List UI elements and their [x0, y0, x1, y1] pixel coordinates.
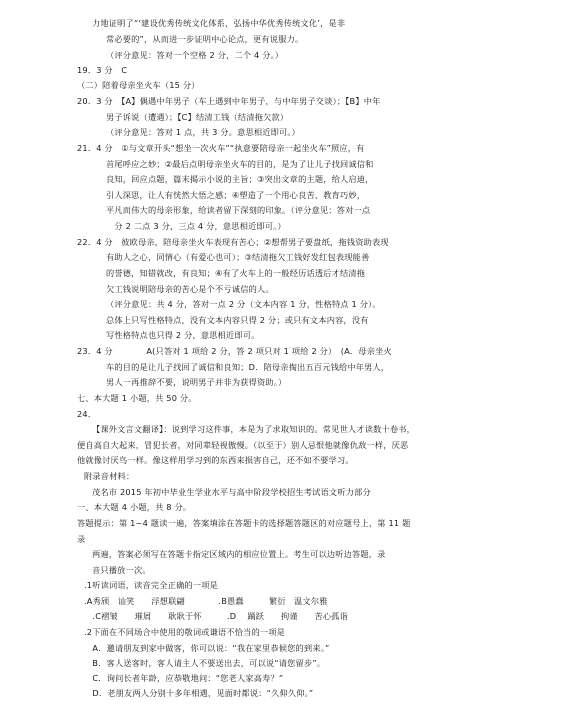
- text-line-11: 良知，回应点题，篇末揭示小说的主旨；③突出文章的主题，给人启迪，: [106, 174, 374, 184]
- text-line-34: 录: [77, 534, 86, 544]
- text-line-7: 男子诉说（遭遇）；【C】结清工钱（结清拖欠款）: [106, 112, 289, 122]
- text-line-9: 21．4 分 ①与文章开头“想坐一次火车”“执意要陪母亲一起坐火车”照应，有: [77, 143, 365, 153]
- question-1-options-ab: .A秀颀 讪笑 浮想联翩 .B愚蠢 繁衍 温文尔雅: [84, 596, 328, 606]
- section-heading: （二）陪着母亲坐火车（15 分）: [77, 80, 200, 90]
- text-line-18: 欠工钱说明陪母亲的苦心是个不亏诚信的人。: [106, 284, 274, 294]
- text-line-17: 的誉德，知错就改，有良知；④有了火车上的一般经历话透后才结清拖: [106, 268, 366, 278]
- text-line-30: 附录音材料：: [84, 471, 135, 481]
- text-line-15: 22．4 分 彼欧母亲，陪母亲坐火车表现有苦心；②想帮男子要盘纸，拖钱资助表现: [77, 237, 389, 247]
- text-line-4: 19．3 分 C: [77, 65, 128, 75]
- text-line-8: （评分意见：答对 1 点，共 3 分。意思相近即可。）: [106, 127, 301, 137]
- text-line-33: 答题提示：第 1~4 题读一遍，答案填涂在答题卡的选择题答题区的对应题号上，第 11 题: [77, 518, 411, 528]
- text-line-35: 两遍，答案必须写在答题卡指定区域内的相应位置上。考生可以边听边答题，录: [92, 549, 386, 559]
- text-line-23: 车的目的是让儿子找回了诚信和良知；D．陪母亲掏出五百元钱给中年男人，: [106, 362, 390, 372]
- text-line-25: 七、本大题 1 小题，共 50 分。: [77, 393, 197, 403]
- text-line-21: 写性格特点也只得 2 分，意思相近即可。: [106, 330, 260, 340]
- text-line-24: 男人一再推辞不要，说明男子并非为获得资助。）: [106, 377, 287, 387]
- text-line-14: 分 2 二点 3 分，三点 4 分，意思相近即可。）: [106, 221, 286, 231]
- text-line-10: 首尾呼应之妙；②最后点明母亲坐火车的目的，是为了让儿子找回诚信和: [106, 159, 374, 169]
- text-line-29: 他就像讨厌鸟一样。像这样用学习到的东西来损害自己，还不如不要学习。: [77, 455, 354, 465]
- question-2-option-d: D．老朋友两人分别十多年相遇，见面时都说：“久仰久仰。”: [84, 688, 314, 698]
- text-line-6: 20．3 分 【A】偶遇中年男子（车上遇到中年男子，与中年男子交谈）；【B】中年: [77, 96, 381, 106]
- text-line-22: 23．4 分 A(只答对 1 项给 2 分，答 2 项只对 1 项给 2 分） (A．母亲坐火: [77, 346, 392, 356]
- question-2-option-b: B．客人送客时，客人请主人不要送出去，可以说“请您留步”。: [84, 658, 326, 668]
- text-line-31: 茂名市 2015 年初中毕业生学业水平与高中阶段学校招生考试语文听力部分: [92, 487, 371, 497]
- text-line-12: 引人深思，让人有恍然大悟之感；④塑造了一个用心良苦、教育巧妙，: [106, 190, 366, 200]
- text-line-20: 总体上只写性格特点，没有文本内容只得 2 分；或只有文本内容，没有: [106, 315, 369, 325]
- text-line-2: 常必要的”，从而进一步证明中心论点，更有说服力。: [106, 34, 304, 44]
- question-1-stem: .1听读词语，读音完全正确的一项是: [84, 580, 219, 590]
- question-1-options-cd: .C褶皱 璀屑 耿耿于怀 .D 踊跃 拘谨 苦心孤诣: [84, 611, 349, 621]
- text-line-16: 有助人之心，同情心（有爱心也可）；③结清拖欠工钱好发红包表现能善: [106, 252, 370, 262]
- text-line-19: （评分意见：共 4 分，答对一点 2 分（文本内容 1 分，性格特点 1 分）。: [106, 299, 381, 309]
- question-2-option-a: A．邀请朋友到家中做客，你可以说：“我在家里恭候您的到来。”: [84, 643, 330, 653]
- text-line-32: 一、本大题 4 小题，共 8 分。: [77, 502, 192, 512]
- text-line-3: （评分意见：答对一个空格 2 分，二个 4 分。）: [106, 50, 284, 60]
- text-line-36: 音只播放一次。: [92, 565, 151, 575]
- text-line-1: 力地证明了“‘建设优秀传统文化体系，弘扬中华优秀传统文化’，是非: [92, 18, 346, 28]
- text-line-26: 24．: [77, 409, 97, 419]
- text-line-13: 平凡而伟大的母亲形象，给读者留下深刻的印象。（评分意见：答对一点: [106, 205, 371, 215]
- text-line-27: 【课外文言文翻译】：说到学习这件事，本是为了求取知识的。常见世人才读数十卷书，: [92, 424, 416, 434]
- question-2-option-c: C．询问长者年龄，应恭敬地问：“您老人家高寿？”: [84, 673, 284, 683]
- text-line-28: 便自高自大起来，冒犯长者，对同辈轻视傲慢。（以至于）别人忌恨他就像仇敌一样，厌恶: [77, 440, 409, 450]
- question-2-stem: .2下面在不同场合中使用的敬词或谦语不恰当的一项是: [84, 627, 286, 637]
